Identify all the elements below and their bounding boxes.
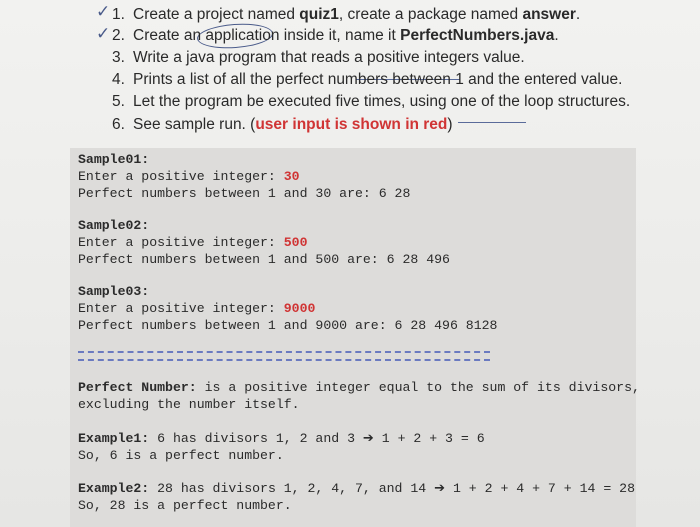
step-6: 6. See sample run. (user input is shown in red)	[112, 116, 453, 133]
step-2: 2. Create an application inside it, name it PerfectNumbers.java.	[112, 27, 559, 44]
check-mark-icon: ✓	[96, 2, 111, 22]
user-input: 9000	[283, 301, 316, 316]
sample-3: Sample03: Enter a positive integer: 9000 Perfect numbers between 1 and 9000 are: 6 28 496 8128	[78, 284, 498, 333]
pen-underline-mark	[458, 122, 526, 123]
arrow-right-icon: ➔	[362, 431, 374, 446]
perfect-number-definition: Perfect Number: is a positive integer equal to the sum of its divisors, excluding the number itself.	[78, 380, 640, 412]
sample-run-box	[70, 148, 640, 527]
check-mark-icon: ✓	[96, 24, 111, 44]
step-3: 3. Write a java program that reads a positive integers value.	[112, 49, 525, 66]
step-4: 4. Prints a list of all the perfect numbers between 1 and the entered value.	[112, 71, 623, 88]
example-2: Example2: 28 has divisors 1, 2, 4, 7, and 14 ➔ 1 + 2 + 4 + 7 + 14 = 28 So, 28 is a perfect number.	[78, 481, 635, 513]
arrow-right-icon: ➔	[434, 481, 446, 496]
user-input: 30	[283, 169, 300, 184]
sample-2: Sample02: Enter a positive integer: 500 Perfect numbers between 1 and 500 are: 6 28 496	[78, 218, 450, 267]
user-input: 500	[283, 235, 308, 250]
example-1: Example1: 6 has divisors 1, 2 and 3 ➔ 1 + 2 + 3 = 6 So, 6 is a perfect number.	[78, 431, 485, 463]
section-divider	[78, 351, 490, 361]
step-1: 1. Create a project named quiz1, create a package named answer.	[112, 6, 581, 23]
sample-title: Sample01:	[78, 152, 150, 167]
sample-title: Sample02:	[78, 218, 150, 233]
sample-1: Sample01: Enter a positive integer: 30 Perfect numbers between 1 and 30 are: 6 28	[78, 152, 411, 201]
sample-title: Sample03:	[78, 284, 150, 299]
step-5: 5. Let the program be executed five times, using one of the loop structures.	[112, 93, 631, 110]
